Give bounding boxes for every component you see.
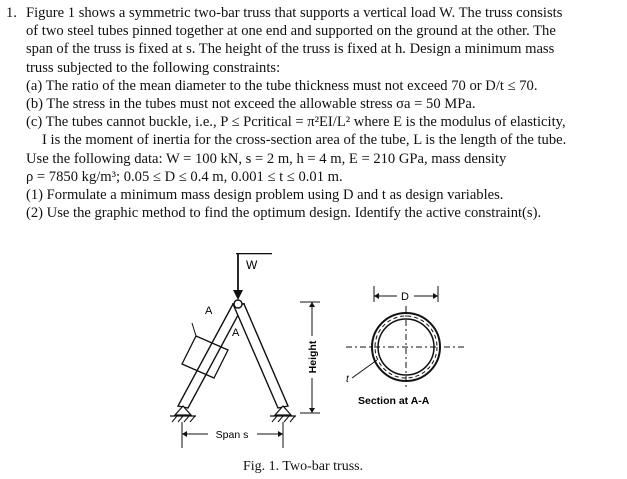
given-data (6, 150, 621, 223)
figure-caption: Fig. 1. Two-bar truss. (243, 459, 364, 474)
intro-line-2: of two steel tubes pinned together at one end and supported on the ground at the other. The (26, 23, 556, 40)
right-support (270, 406, 296, 422)
data-line-1: Use the following data: W = 100 kN, s = 2 m, h = 4 m, E = 210 GPa, mass density (26, 150, 507, 167)
constraint-b: (b) The stress in the tubes must not exceed the allowable stress σa = 50 MPa. (26, 96, 476, 113)
diameter-label: D (401, 291, 409, 303)
right-bar (233, 304, 288, 408)
load-arrow (233, 253, 272, 300)
section-mark-side: A (232, 327, 240, 339)
tube-cross-section (346, 286, 466, 407)
constraint-a: (a) The ratio of the mean diameter to the tube thickness must not exceed 70 or D/t ≤ 70. (26, 77, 538, 94)
constraint-c-continued: I is the moment of inertia for the cross-section area of the tube, L is the length of the tube. (42, 132, 567, 149)
section-mark-top: A (205, 305, 213, 317)
intro-line-4: truss subjected to the following constraints: (26, 59, 281, 76)
height-dimension (300, 302, 320, 413)
intro-line-1: Figure 1 shows a symmetric two-bar truss that supports a vertical load W. The truss consists (26, 5, 563, 21)
constraint-c-line-1: (c) The tubes cannot buckle, i.e., P ≤ Pcritical = π²EI/L² where E is the modulus of elasticity, (26, 114, 566, 131)
problem-body (6, 4, 621, 131)
task-2: (2) Use the graphic method to find the optimum design. Identify the active constraint(s). (26, 205, 542, 222)
left-support (170, 406, 196, 422)
section-title: Section at A-A (358, 395, 430, 407)
data-line-2: ρ = 7850 kg/m³; 0.05 ≤ D ≤ 0.4 m, 0.001 ≤ t ≤ 0.01 m. (26, 168, 343, 185)
thickness-label: t (346, 374, 349, 385)
intro-line-3: span of the truss is fixed at s. The height of the truss is fixed at h. Design a minimum mass (26, 41, 555, 58)
problem-statement (6, 4, 621, 222)
top-pin (234, 300, 242, 308)
span-dimension (182, 422, 283, 448)
task-1: (1) Formulate a minimum mass design problem using D and t as design variables. (26, 187, 504, 204)
height-label: Height (307, 340, 319, 374)
span-label: Span s (215, 429, 249, 441)
truss-diagram (0, 240, 627, 479)
truss-figure (0, 240, 627, 479)
problem-number: 1. (6, 5, 17, 21)
load-label: W (246, 258, 258, 272)
left-bar (178, 304, 244, 408)
